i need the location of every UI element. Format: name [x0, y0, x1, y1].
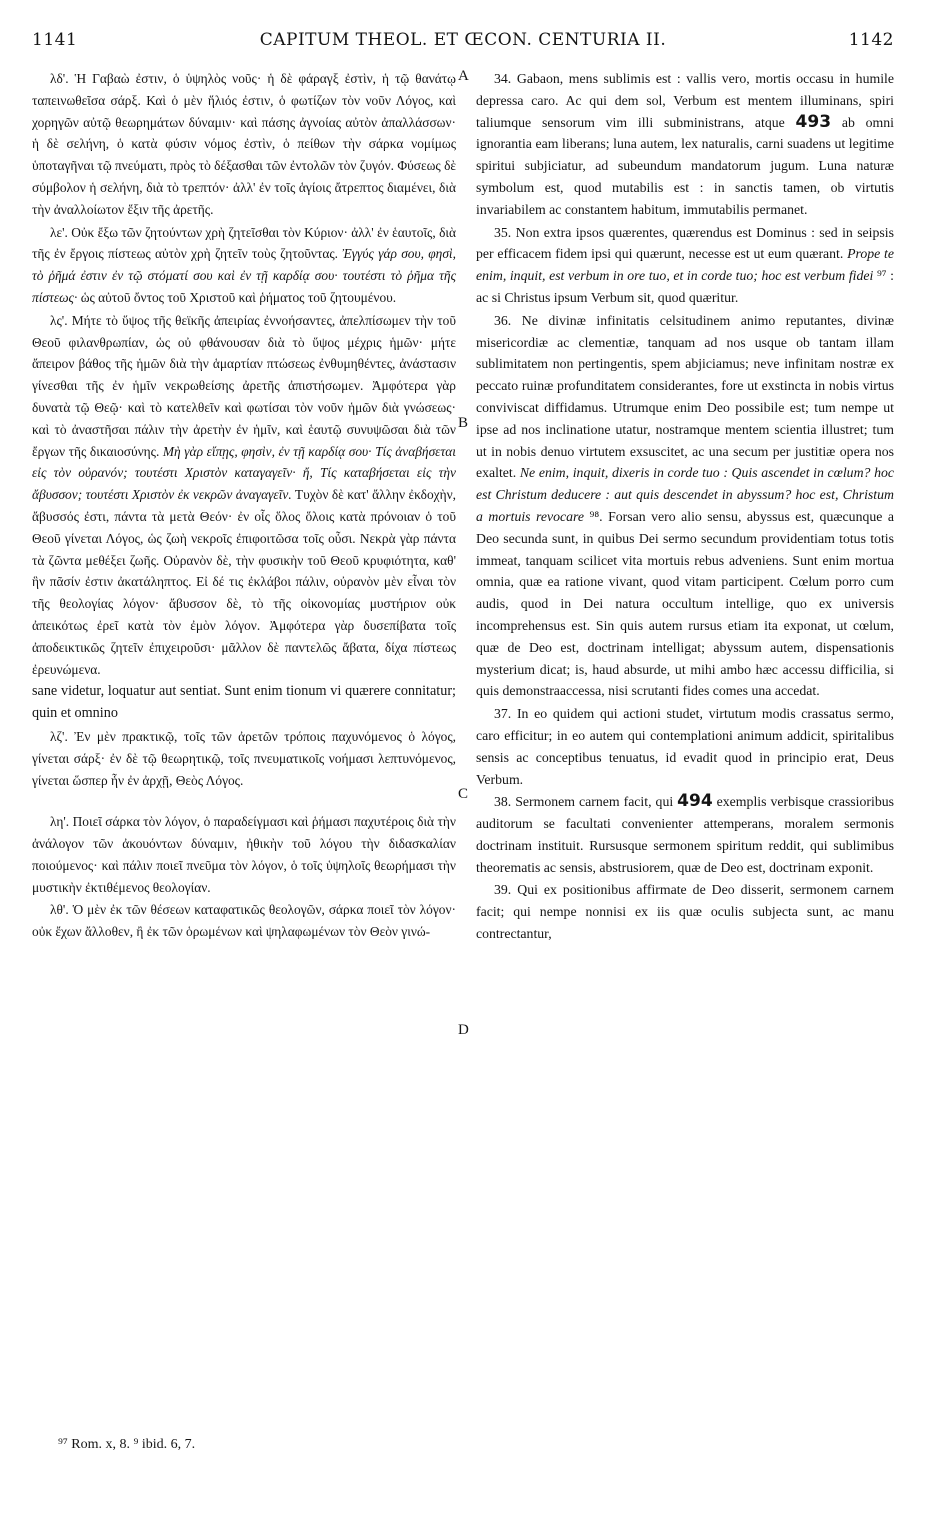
section-marker-c: C [458, 786, 469, 802]
latin-continuation: sane videtur, loquatur aut sentiat. Sunt enim tionum vi quærere connitatur; quin et omnino [32, 683, 456, 722]
greek-scripture-quote: Ἐγγύς γάρ σου, φησὶ, τὸ ῥῆμά ἐστιν ἐν τῷ στόματί σου καὶ ἐν τῇ καρδίᾳ σου· τουτέστι τὸ ῥῆμα τῆς πίστεως· [32, 246, 456, 305]
greek-chapter-37: λζ'. Ἐν μὲν πρακτικῷ, τοῖς τῶν ἀρετῶν τρόποις παχυνόμενος ὁ λόγος, γίνεται σάρξ· ἐν δὲ τῷ θεωρητικῷ, τοῖς πνευματικοῖς νοήμασι λεπτυνόμενος, γίνεται ὥσπερ ἦν ἐν ἀρχῇ, Θεὸς Λόγος. [32, 728, 456, 788]
page-number-left: 1141 [32, 30, 78, 50]
greek-scripture-quote: Μὴ γὰρ εἴπῃς, φησὶν, ἐν τῇ καρδίᾳ σου· Τίς ἀναβήσεται εἰς τὸν οὐρανόν; τουτέστι Χριστὸν καταγαγεῖν· ἤ, Τίς καταβήσεται εἰς τὴν ἄβυσσον; τουτέστι Χριστὸν ἐκ νεκρῶν ἀναγαγεῖν. [32, 443, 456, 503]
migne-column-number: 493 [795, 111, 832, 132]
migne-column-number: 494 [677, 791, 713, 812]
page-header [32, 30, 894, 58]
greek-chapter-36: λς'. Μήτε τὸ ὕψος τῆς θεϊκῆς ἀπειρίας ἐννοήσαντες, ἀπελπίσωμεν τὴν τοῦ Θεοῦ φιλανθρωπίαν, ὡς οὐ φθάνουσαν διὰ τὸ ὕψος μέχρις ἡμῶν· μήτε ἄπειρον βάθος τῆς ἡμῶν διὰ τὴν ἁμαρτίαν πτώσεως ἐνθυμηθέντες, ἀνάστασιν γίνεσθαι τῆς ἐν ἡμῖν νεκρωθείσης ἀρετῆς ἀπιστήσωμεν. Ἀμφότερα γὰρ δυνατὰ τῷ Θεῷ· καὶ τὸ κατελθεῖν καὶ φωτίσαι τὸν νοῦν ἡμῶν διὰ γνώσεως· καὶ τὸ ἀναστῆσαι πάλιν τὴν ἀρετὴν ἐν ἡμῖν, καὶ ἑαυτῷ συνυψῶσαι διὰ τῶν ἔργων τῆς δικαιοσύνης. Μὴ γὰρ εἴπῃς, φησὶν, ἐν τῇ καρδίᾳ σου· Τίς ἀναβήσεται εἰς τὸν οὐρανόν; τουτέστι Χριστὸν καταγαγεῖν· ἤ, Τίς καταβήσεται εἰς τὴν ἄβυσσον; τουτέστι Χριστὸν ἐκ νεκρῶν ἀναγαγεῖν. Τυχὸν δὲ κατ' ἄλλην ἐκδοχὴν, ἄβυσσός ἐστι, πάντα τὰ μετὰ Θεόν· ἐν οἷς ὅλος ὅλοις κατὰ πρόνοιαν ὁ τοῦ Θεοῦ γίνεται Λόγος, ὡς ζωὴ νεκροῖς ἐπιφοιτῶσα τοῖς οὖσι. Νεκρὰ γὰρ πάντα τὰ ζῶντα μεθέξει ζωῆς. Οὐρανὸν δὲ, τὴν φυσικὴν τοῦ Θεοῦ κρυφιότητα, καθ' ἣν πᾶσίν ἐστιν ἀκατάληπτος. Εἰ δέ τις ἐκλάβοι πάλιν, οὐρανὸν μὲν εἶναι τὸν τῆς θεολογίας λόγον· ἄβυσσον δὲ, τὸ τῆς οἰκονομίας μυστήριον οὐκ ἀπεικότως ἐρεῖ κατὰ τὸν ἐμὸν λόγον. Ἀμφότερα γὰρ δυσεπίβατα τοῖς ἀποδεικτικῶς ζητεῖν ἐπιχειροῦσι· μᾶλλον δὲ παντελῶς ἄβατα, δίχα πίστεως ἐρευνώμενα. [32, 312, 456, 677]
latin-scripture-quote: Ne enim, inquit, dixeris in corde tuo : Quis ascendet in cœlum? hoc est Christum deducere : aut quis descendet in abyssum? hoc est, Christum a mortuis revocare [476, 465, 894, 524]
footnote-ref: ⁹⁷ [873, 268, 887, 284]
greek-chapter-34: λδ'. Ἡ Γαβαὼ ἐστιν, ὁ ὑψηλὸς νοῦς· ἡ δὲ φάραγξ ἐστὶν, ἡ τῷ θανάτῳ ταπεινωθεῖσα σάρξ. Καὶ ὁ μὲν ἥλιός ἐστιν, ὁ φωτίζων τὸν νοῦν Λόγος, καὶ χορηγῶν αὐτῷ θεωρημάτων δύναμιν· καὶ πάσης ἀγνοίας αὐτὸν ἀπαλλάσσων· ἡ δὲ σελήνη, ὁ κατὰ φύσιν νόμος ἐστὶν, ὁ πείθων τὴν σάρκα νομίμως ὑποταγῆναι τῷ πνεύματι, πρὸς τὸ δέξασθαι τῶν ἐντολῶν τὸν ζυγόν. Φύσεως δὲ σύμβολον ἡ σελήνη, διὰ τὸ τρεπτόν· ἀλλ' ἐν τοῖς ἁγίοις ἄτρεπτος διαμένει, διὰ τὴν ἀναλλοίωτον ἕξιν τῆς ἀρετῆς. [32, 71, 456, 217]
greek-chapter-39: λθ'. Ὁ μὲν ἐκ τῶν θέσεων καταφατικῶς θεολογῶν, σάρκα ποιεῖ τὸν λόγον· οὐκ ἔχων ἄλλοθεν, ἢ ἐκ τῶν ὁρωμένων καὶ ψηλαφωμένων τὸν Θεὸν γινώ- [32, 902, 456, 940]
section-marker-b: B [458, 415, 469, 431]
latin-chapter-36: 36. Ne divinæ infinitatis celsitudinem animo reputantes, divinæ misericordiæ ac clementiæ, tanquam ad nos usque ob tantam illam sublimitatem non pertingentis, spem abjiciamus; neve infinitam nostræ ex peccato ruinæ profunditatem considerantes, fore ut exstincta in nobis virtus conviviscat diffidamus. Utrumque enim Deo possibile est; tum nempe ut ipse ad nos inclinatione utatur, nostramque mentem scientia illustret; tum ut in nobis denuo virtutem exsuscitet, ac una secum per justitiæ opera nos exaltet. Ne enim, inquit, dixeris in corde tuo : Quis ascendet in cœlum? hoc est Christum deducere : aut quis descendet in abyssum? hoc est, Christum a mortuis revocare ⁹⁸. Forsan vero alio sensu, abyssus est, quæcunque a Deo secunda sunt, in quibus Dei sermo secundum providentiam totus totis immeat, tanquam scilicet vita mortuis rebus adveniens. Sunt enim mortua omnia, quæ ea ratione vivant, quod vitam participent. Cœlum porro cum audis, quod in Dei natura occultum intellige, quo ex universis incomprehensus est. Sin quis autem rursus etiam ita exponat, ut cœlum, quæ de Deo est, doctrinam intelligat; abyssum autem, dispensationis mysterium dicat; is, haud absurde, ut mihi ambo hæc accessu difficilia, si quis demonstraaccessa, nisi scrutanti fides comes una accedat. [476, 312, 894, 699]
latin-chapter-37: 37. In eo quidem qui actioni studet, virtutum modis crassatus sermo, caro efficitur; in eo autem qui contemplationi animum addicit, spiritalibus sensis ac conceptibus tenuatus, id evadit quod in principio erat, Deus Verbum. [476, 706, 894, 787]
latin-chapter-39: 39. Qui ex positionibus affirmate de Deo disserit, sermonem carnem facit; qui nempe nonnisi ex iis quæ oculis subjecta sunt, ac manu contrectantur, [476, 882, 894, 942]
greek-chapter-38: λη'. Ποιεῖ σάρκα τὸν λόγον, ὁ παραδείγμασι καὶ ῥήμασι παχυτέροις διὰ τὴν ἀνάλογον τῶν ἀκουόντων δύναμιν, ἠθικὴν τοῦ λόγου τὴν διδασκαλίαν ποιούμενος· καὶ πάλιν ποιεῖ πνεῦμα τὸν λόγον, ὁ τοῖς ὑψηλοῖς θεωρήμασι τὴν μυστικὴν ἐκτιθέμενος θεολογίαν. [32, 814, 456, 895]
section-marker-d: D [458, 1022, 469, 1038]
page-number-right: 1142 [848, 30, 894, 50]
latin-chapter-38: 38. Sermonem carnem facit, qui 494 exemplis verbisque crassioribus auditorum se facultati convenienter attemperans, moralem sermonis doctrinam instituit. Rursusque sermonem spiritum reddit, qui sublimibus theorematis ac sensis, abstrusiorem, quæ de Deo est, doctrinam exponit. [476, 791, 895, 875]
latin-scripture-quote: Prope te enim, inquit, est verbum in ore tuo, et in corde tuo; hoc est verbum fidei [476, 246, 894, 284]
footnote-ref: ⁹⁸ [584, 508, 600, 524]
latin-column [476, 68, 894, 946]
footnotes: ⁹⁷ Rom. x, 8. ⁹ ibid. 6, 7. [58, 1437, 196, 1452]
latin-chapter-34: 34. Gabaon, mens sublimis est : vallis vero, mortis occasu in humile depressa caro. Ac qui dem sol, Verbum est mentem illuminans, spiri taliumque sensorum vim illi subministrans, atque 493 ab omni ignorantia eam liberans; luna autem, lex naturalis, carni suadens ut legitime spiritui subjiciatur, ad subeundum mandatorum jugum. Luna naturæ symbolum est, quod mutabilis est : in sanctis tamen, ob virtutis invariabilem ac constantem habitum, immutabilis permanet. [476, 71, 894, 217]
section-marker-a: A [458, 68, 469, 84]
greek-chapter-35: λε'. Οὐκ ἔξω τῶν ζητούντων χρὴ ζητεῖσθαι τὸν Κύριον· ἀλλ' ἐν ἑαυτοῖς, διὰ τῆς ἐν ἔργοις πίστεως αὐτὸν χρὴ ζητεῖν τοὺς ζητοῦντας. Ἐγγύς γάρ σου, φησὶ, τὸ ῥῆμά ἐστιν ἐν τῷ στόματί σου καὶ ἐν τῇ καρδίᾳ σου· τουτέστι τὸ ῥῆμα τῆς πίστεως· ὡς αὐτοῦ ὄντος τοῦ Χριστοῦ καὶ ῥήματος τοῦ ζητουμένου. [32, 224, 456, 305]
greek-column [32, 68, 456, 944]
latin-chapter-35: 35. Non extra ipsos quærentes, quærendus est Dominus : sed in seipsis per efficacem fidem ipsi qui quærunt, necesse est ut eum quærant. Prope te enim, inquit, est verbum in ore tuo, et in corde tuo; hoc est verbum fidei ⁹⁷ : ac si Christus ipsum Verbum sit, quod quæritur. [476, 224, 894, 305]
running-title: CAPITUM THEOL. ET ŒCON. CENTURIA II. [259, 30, 667, 50]
